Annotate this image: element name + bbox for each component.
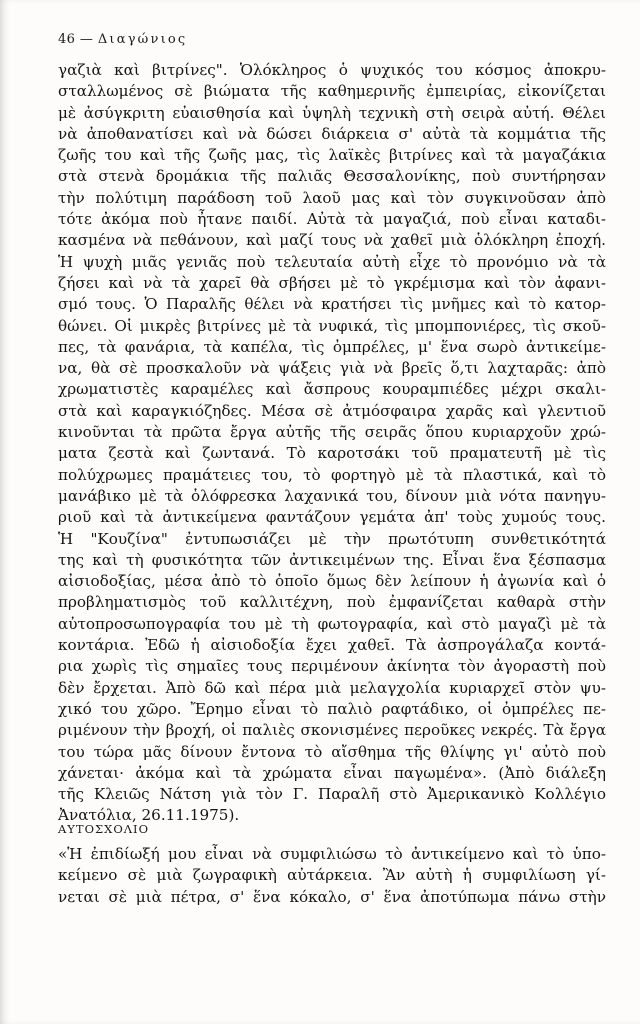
body-line: κοντάρια. Ἐδῶ ἡ αἰσιοδοξία ἔχει χαθεῖ. Τὰ ἀσπρογάλαζα κοντά- xyxy=(58,636,606,655)
running-head-title: Διαγώνιος xyxy=(97,32,188,47)
body-line: ματα ζεστὰ καὶ ζωντανά. Τὸ καροτσάκι τοῦ πραματευτῆ μὲ τὶς xyxy=(58,444,606,463)
body-line: χικό του χῶρο. Ἔρημο εἶναι τὸ παλιὸ ραφτάδικο, οἱ ὀμπρέλες πε- xyxy=(58,699,606,718)
body-line: Ἡ ψυχὴ μιᾶς γενιᾶς ποὺ τελευταία αὐτὴ εἶχε τὸ προνόμιο νὰ τὰ xyxy=(58,252,606,271)
body-line: πολύχρωμες πραμάτειες του, τὸ φορτηγὸ μὲ τὰ πλαστικά, καὶ τὸ xyxy=(58,465,606,484)
body-line: δὲν ἔρχεται. Ἀπὸ δῶ καὶ πέρα μιὰ μελαγχολία κυριαρχεῖ στὸν ψυ- xyxy=(58,678,606,697)
section-line: «Ἡ ἐπιδίωξή μου εἶναι νὰ συμφιλιώσω τὸ ἀντικείμενο καὶ τὸ ὑπο- xyxy=(58,845,606,863)
body-line: της καὶ τὴ φυσικότητα τῶν ἀντικειμένων της. Εἶναι ἕνα ξέσπασμα xyxy=(58,550,606,569)
body-line: στὰ καὶ καραγκιόζηδες. Μέσα σὲ ἀτμόσφαιρα χαρᾶς καὶ γλεντιοῦ xyxy=(58,401,606,420)
section-line: νεται σὲ μιὰ πέτρα, σ' ἕνα κόκαλο, σ' ἕνα ἀποτύπωμα πάνω στὴν xyxy=(58,887,606,906)
body-line: ζήσει καὶ νὰ τὰ χαρεῖ θὰ σβήσει μὲ τὸ γκρέμισμα καὶ τὸν ἀφανι- xyxy=(58,273,606,292)
body-line: ριμένουν τὴν βροχή, οἱ παλιὲς σκονισμένες περοῦκες νεκρές. Τὰ ἔργα xyxy=(58,721,606,740)
body-line: μανάβικο μὲ τὰ ὁλόφρεσκα λαχανικά του, δίνουν μιὰ νότα πανηγυ- xyxy=(58,486,606,505)
body-line: Ἡ "Κουζίνα" ἐντυπωσιάζει μὲ τὴν πρωτότυπη συνθετικότητά xyxy=(58,529,606,548)
body-line: προβληματισμὸς τοῦ καλλιτέχνη, ποὺ ἐμφανίζεται καθαρὰ στὴν xyxy=(58,593,606,612)
body-line: σμό τους. Ὁ Παραλῆς θέλει νὰ κρατήσει τὶς μνῆμες καὶ τὸ κατορ- xyxy=(58,295,606,314)
section-text xyxy=(58,844,606,908)
body-line: στὰ στενὰ δρομάκια τῆς παλιᾶς Θεσσαλονίκης, ποὺ συντήρησαν xyxy=(58,167,606,186)
body-line: μὲ ἀσύγκριτη εὐαισθησία καὶ ὑψηλὴ τεχνικὴ στὴ σειρὰ αὐτή. Θέλει xyxy=(58,103,606,122)
body-line: να, θὰ σὲ προσκαλοῦν νὰ ψάξεις γιὰ νὰ βρεῖς ὅ,τι λαχταρᾶς: ἀπὸ xyxy=(58,359,606,378)
section-heading: ΑΥΤΟΣΧΟΛΙΟ xyxy=(58,822,150,836)
body-line: ζωῆς του καὶ τῆς ζωῆς μας, τὶς λαϊκὲς βιτρίνες καὶ τὰ μαγαζάκια xyxy=(58,146,606,165)
body-line: Ἀνατόλια, 26.11.1975). xyxy=(58,806,240,825)
section-line: κείμενο σὲ μιὰ ζωγραφικὴ αὐτάρκεια. Ἂν αὐτὴ ἡ συμφιλίωση γί- xyxy=(58,866,606,885)
body-line: κασμένα νὰ πεθάνουν, καὶ μαζί τους νὰ χαθεῖ μιὰ ὁλόκληρη ἐποχή. xyxy=(58,231,606,250)
body-line: χρωματιστὲς καραμέλες καὶ ἄσπρους κουραμπιέδες μέχρι σκαλι- xyxy=(58,380,606,399)
body-line: τότε ἀκόμα ποὺ ἦτανε παιδί. Αὐτὰ τὰ μαγαζιά, ποὺ εἶναι καταδι- xyxy=(58,210,606,229)
body-line: νὰ ἀποθανατίσει καὶ νὰ δώσει διάρκεια σ' αὐτὰ τὰ κομμάτια τῆς xyxy=(58,124,606,143)
body-line: αἰσιοδοξίας, μέσα ἀπὸ τὸ ὁποῖο ὅμως δὲν λείπουν ἡ ἀγωνία καὶ ὁ xyxy=(58,572,606,591)
body-line: γαζιὰ καὶ βιτρίνες". Ὁλόκληρος ὁ ψυχικός του κόσμος ἀποκρυ- xyxy=(58,61,606,79)
body-line: του τώρα μᾶς δίνουν ἔντονα τὸ αἴσθημα τῆς θλίψης γι' αὐτὸ ποὺ xyxy=(58,742,606,761)
body-line: χάνεται· ἀκόμα καὶ τὰ χρώματα εἶναι παγωμένα». (Ἀπὸ διάλεξη xyxy=(58,763,606,782)
body-line: τῆς Κλειῶς Νάτση γιὰ τὸν Γ. Παραλῆ στὸ Ἀμερικανικὸ Κολλέγιο xyxy=(58,785,606,804)
running-head xyxy=(58,32,187,47)
page-number: 46 xyxy=(58,32,76,47)
body-line: κινοῦνται τὰ πρῶτα ἔργα αὐτῆς τῆς σειρᾶς ὅπου κυριαρχοῦν χρώ- xyxy=(58,423,606,442)
body-line: πες, τὰ φανάρια, τὰ καπέλα, τὶς ὀμπρέλες, μ' ἕνα σωρὸ ἀντικείμε- xyxy=(58,337,606,356)
body-text xyxy=(58,60,606,827)
body-line: σταλλωμένος σὲ βιώματα τῆς καθημερινῆς ἐμπειρίας, εἰκονίζεται xyxy=(58,82,606,101)
body-line: ρια χωρὶς τὶς σημαῖες τους περιμένουν ἀκίνητα τὸν ἀγοραστὴ ποὺ xyxy=(58,657,606,676)
running-head-dash: — xyxy=(79,32,94,47)
body-line: θώνει. Οἱ μικρὲς βιτρίνες μὲ τὰ νυφικά, τὶς μπομπονιέρες, τὶς σκοῦ- xyxy=(58,316,606,335)
body-line: αὐτοπροσωπογραφία του μὲ τὴ φωτογραφία, καὶ στὸ μαγαζὶ μὲ τὰ xyxy=(58,614,606,633)
body-line: ριοῦ καὶ τὰ ἀντικείμενα φαντάζουν γεμάτα ἀπ' τοὺς χυμούς τους. xyxy=(58,508,606,527)
body-line: τὴν πολύτιμη παράδοση τοῦ λαοῦ μας καὶ τὸν συγκινοῦσαν ἀπὸ xyxy=(58,188,606,207)
